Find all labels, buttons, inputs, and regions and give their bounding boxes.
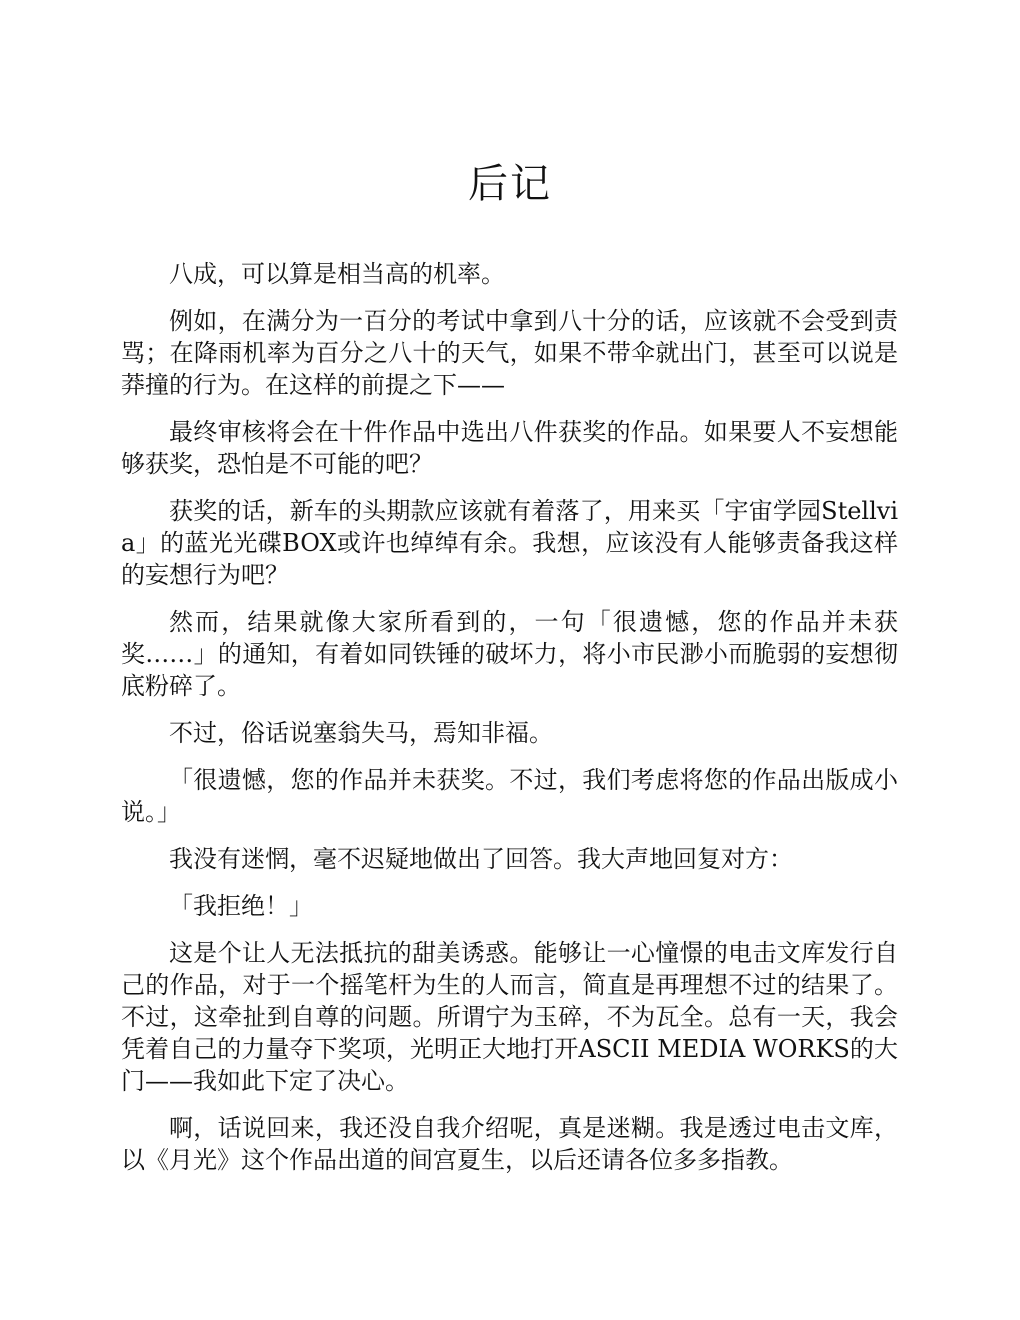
paragraph-1: 八成，可以算是相当高的机率。 xyxy=(169,260,505,288)
paragraph-7: 「很遗憾，您的作品并未获奖。不过，我们考虑将您的作品出版成小说。」 xyxy=(121,766,898,826)
paragraph-8: 我没有迷惘，毫不迟疑地做出了回答。我大声地回复对方： xyxy=(169,845,793,873)
paragraph-3: 最终审核将会在十件作品中选出八件获奖的作品。如果要人不妄想能够获奖，恐怕是不可能的吧？ xyxy=(121,418,898,478)
paragraph-2: 例如，在满分为一百分的考试中拿到八十分的话，应该就不会受到责骂；在降雨机率为百分之八十的天气，如果不带伞就出门，甚至可以说是莽撞的行为。在这样的前提之下—— xyxy=(121,307,898,399)
paragraph-9: 「我拒绝！」 xyxy=(169,892,313,920)
page-title: 后记 xyxy=(468,161,552,207)
paragraph-5: 然而，结果就像大家所看到的，一句「很遗憾，您的作品并未获奖……」的通知，有着如同铁锤的破坏力，将小市民渺小而脆弱的妄想彻底粉碎了。 xyxy=(121,608,898,700)
paragraph-10: 这是个让人无法抵抗的甜美诱惑。能够让一心憧憬的电击文库发行自己的作品，对于一个摇笔杆为生的人而言，简直是再理想不过的结果了。不过，这牵扯到自尊的问题。所谓宁为玉碎，不为瓦全。总有一天，我会凭着自己的力量夺下奖项，光明正大地打开ASCII MEDIA WORKS的大门——我如此下定了决心。 xyxy=(121,939,898,1095)
body-text xyxy=(121,258,898,1191)
paragraph-11: 啊，话说回来，我还没自我介绍呢，真是迷糊。我是透过电击文库，以《月光》这个作品出道的间宫夏生，以后还请各位多多指教。 xyxy=(121,1114,898,1174)
paragraph-4: 获奖的话，新车的头期款应该就有着落了，用来买「宇宙学园Stellvia」的蓝光光碟BOX或许也绰绰有余。我想，应该没有人能够责备我这样的妄想行为吧？ xyxy=(121,497,898,589)
paragraph-6: 不过，俗话说塞翁失马，焉知非福。 xyxy=(169,719,553,747)
